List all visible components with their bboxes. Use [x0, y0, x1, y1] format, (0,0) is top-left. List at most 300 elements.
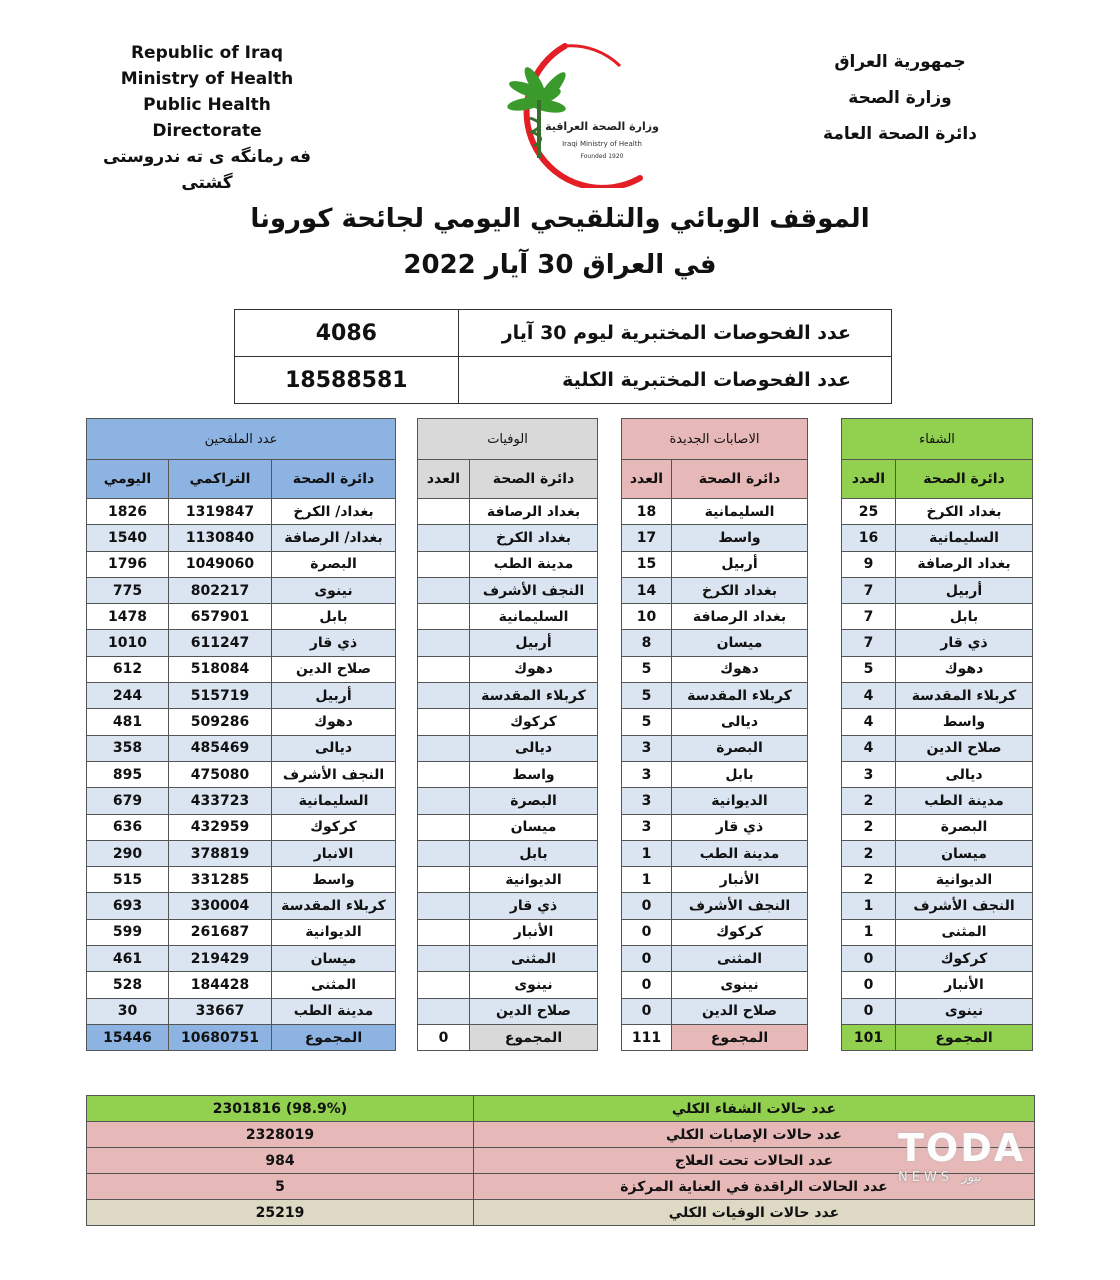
summary-row [87, 1096, 1035, 1122]
column-gap [598, 709, 622, 735]
column-gap [396, 867, 418, 893]
column-gap [808, 499, 842, 525]
recovery-directorate-cell: دهوك [896, 656, 1033, 682]
death-directorate-cell: ميسان [470, 814, 598, 840]
col-count-header: العدد [622, 460, 672, 499]
recovery-count-cell: 3 [842, 761, 896, 787]
death-count-cell [418, 867, 470, 893]
column-gap [396, 630, 418, 656]
column-gap [598, 867, 622, 893]
death-directorate-cell: واسط [470, 761, 598, 787]
death-directorate-cell: نينوى [470, 972, 598, 998]
death-directorate-cell: ذي قار [470, 893, 598, 919]
column-gap [396, 709, 418, 735]
vac-daily-cell: 775 [87, 577, 169, 603]
daily-tests-label: عدد الفحوصات المختبرية ليوم 30 آيار [458, 310, 891, 357]
new-count-cell: 8 [622, 630, 672, 656]
table-row [87, 709, 1033, 735]
column-gap [808, 814, 842, 840]
table-row [87, 998, 1033, 1024]
column-gap [598, 630, 622, 656]
death-count-cell [418, 893, 470, 919]
column-gap [396, 893, 418, 919]
recovery-directorate-cell: بغداد الكرخ [896, 499, 1033, 525]
col-count-header: العدد [842, 460, 896, 499]
new-count-cell: 0 [622, 972, 672, 998]
death-count-cell [418, 630, 470, 656]
new-count-cell: 0 [622, 893, 672, 919]
recovery-directorate-cell: واسط [896, 709, 1033, 735]
vac-cumulative-cell: 432959 [169, 814, 272, 840]
vac-daily-cell: 1826 [87, 499, 169, 525]
total-label: المجموع [896, 1024, 1033, 1050]
header-en-line: Public Health Directorate [143, 95, 271, 141]
new-directorate-cell: أربيل [672, 551, 808, 577]
recovery-count-cell: 0 [842, 998, 896, 1024]
vac-cumulative-cell: 611247 [169, 630, 272, 656]
summary-value: 25219 [87, 1200, 474, 1226]
vac-directorate-cell: ميسان [272, 946, 396, 972]
daily-tests-value: 4086 [235, 310, 459, 357]
new-count-cell: 5 [622, 656, 672, 682]
summary-value: 2301816 (98.9%) [87, 1096, 474, 1122]
column-gap [598, 946, 622, 972]
vac-daily-cell: 358 [87, 735, 169, 761]
table-row [87, 814, 1033, 840]
header-en-line: Republic of Iraq [130, 43, 284, 63]
summary-label: عدد الحالات الراقدة في العناية المركزة [474, 1174, 1035, 1200]
vac-daily-cell: 599 [87, 919, 169, 945]
toda-news-watermark [898, 1126, 1038, 1206]
vac-directorate-cell: النجف الأشرف [272, 761, 396, 787]
column-gap [598, 656, 622, 682]
recovery-count-cell: 0 [842, 946, 896, 972]
death-count-cell [418, 788, 470, 814]
lab-tests-table [234, 309, 892, 404]
vac-directorate-cell: الانبار [272, 840, 396, 866]
column-gap [808, 788, 842, 814]
column-gap [396, 525, 418, 551]
column-gap [396, 998, 418, 1024]
column-gap [808, 656, 842, 682]
new-directorate-cell: السليمانية [672, 499, 808, 525]
column-gap [808, 577, 842, 603]
header-english [92, 40, 322, 196]
page-title [180, 196, 940, 288]
col-count-header: العدد [418, 460, 470, 499]
recovery-count-cell: 5 [842, 656, 896, 682]
column-gap [598, 919, 622, 945]
vac-cumulative-cell: 657901 [169, 604, 272, 630]
column-gap [598, 788, 622, 814]
death-directorate-cell: المثنى [470, 946, 598, 972]
death-count-cell [418, 577, 470, 603]
recovery-directorate-cell: النجف الأشرف [896, 893, 1033, 919]
column-gap [396, 840, 418, 866]
recovery-directorate-cell: الأنبار [896, 972, 1033, 998]
death-count-cell [418, 998, 470, 1024]
new-count-cell: 18 [622, 499, 672, 525]
table-row [87, 656, 1033, 682]
recovery-count-cell: 0 [842, 972, 896, 998]
table-row [87, 761, 1033, 787]
death-count-cell [418, 735, 470, 761]
col-directorate-header: دائرة الصحة [272, 460, 396, 499]
vac-daily-cell: 693 [87, 893, 169, 919]
vac-daily-cell: 30 [87, 998, 169, 1024]
death-count-cell [418, 761, 470, 787]
vac-cumulative-cell: 330004 [169, 893, 272, 919]
ministry-logo [470, 38, 670, 188]
death-directorate-cell: صلاح الدين [470, 998, 598, 1024]
death-directorate-cell: الأنبار [470, 919, 598, 945]
column-gap [808, 972, 842, 998]
recovery-count-cell: 1 [842, 893, 896, 919]
vac-cumulative-cell: 1130840 [169, 525, 272, 551]
vac-directorate-cell: صلاح الدين [272, 656, 396, 682]
recovery-count-cell: 4 [842, 709, 896, 735]
death-count-cell [418, 709, 470, 735]
logo-founded-text: Founded 1920 [580, 153, 624, 160]
new-count-cell: 0 [622, 919, 672, 945]
summary-label: عدد حالات الشفاء الكلي [474, 1096, 1035, 1122]
column-gap [396, 788, 418, 814]
vac-daily-cell: 895 [87, 761, 169, 787]
recovery-section-header: الشفاء [842, 419, 1033, 460]
recovery-count-cell: 2 [842, 788, 896, 814]
recovery-count-cell: 7 [842, 604, 896, 630]
column-gap [598, 525, 622, 551]
summary-value: 984 [87, 1148, 474, 1174]
table-row [87, 499, 1033, 525]
death-count-cell [418, 551, 470, 577]
col-daily-header: اليومي [87, 460, 169, 499]
recovery-directorate-cell: كربلاء المقدسة [896, 683, 1033, 709]
table-row [87, 735, 1033, 761]
vac-cumulative-cell: 485469 [169, 735, 272, 761]
vac-directorate-cell: بابل [272, 604, 396, 630]
death-count-cell [418, 656, 470, 682]
vac-daily-cell: 1540 [87, 525, 169, 551]
total-vac-cumulative: 10680751 [169, 1024, 272, 1050]
header-ar-line: دائرة الصحة العامة [823, 124, 977, 144]
recovery-directorate-cell: الديوانية [896, 867, 1033, 893]
new-directorate-cell: البصرة [672, 735, 808, 761]
table-row [87, 840, 1033, 866]
logo-english-text: Iraqi Ministry of Health [562, 140, 642, 148]
recovery-count-cell: 4 [842, 683, 896, 709]
death-count-cell [418, 919, 470, 945]
table-row [87, 683, 1033, 709]
death-directorate-cell: ديالى [470, 735, 598, 761]
recovery-directorate-cell: أربيل [896, 577, 1033, 603]
death-directorate-cell: كركوك [470, 709, 598, 735]
header-kurdish-line: فه رمانگه ى ته ندروستى گشتى [102, 147, 312, 193]
vac-daily-cell: 1010 [87, 630, 169, 656]
header-ar-line: جمهورية العراق [834, 52, 966, 72]
recovery-count-cell: 7 [842, 577, 896, 603]
summary-table [86, 1095, 1035, 1226]
column-gap [808, 551, 842, 577]
column-gap [808, 735, 842, 761]
col-directorate-header: دائرة الصحة [470, 460, 598, 499]
recovery-directorate-cell: بغداد الرصافة [896, 551, 1033, 577]
table-row [87, 946, 1033, 972]
column-gap [808, 919, 842, 945]
vac-cumulative-cell: 1049060 [169, 551, 272, 577]
new-count-cell: 3 [622, 788, 672, 814]
vac-directorate-cell: كربلاء المقدسة [272, 893, 396, 919]
new-directorate-cell: نينوى [672, 972, 808, 998]
table-row [87, 972, 1033, 998]
death-directorate-cell: بابل [470, 840, 598, 866]
column-gap [396, 735, 418, 761]
new-count-cell: 1 [622, 867, 672, 893]
new-directorate-cell: ديالى [672, 709, 808, 735]
vac-directorate-cell: نينوى [272, 577, 396, 603]
vac-daily-cell: 636 [87, 814, 169, 840]
vac-directorate-cell: المثنى [272, 972, 396, 998]
column-gap [396, 604, 418, 630]
summary-value: 5 [87, 1174, 474, 1200]
new-directorate-cell: دهوك [672, 656, 808, 682]
column-gap [396, 761, 418, 787]
vac-daily-cell: 679 [87, 788, 169, 814]
total-new-cases: 111 [622, 1024, 672, 1050]
vac-cumulative-cell: 802217 [169, 577, 272, 603]
recovery-count-cell: 2 [842, 814, 896, 840]
recovery-directorate-cell: نينوى [896, 998, 1033, 1024]
header-arabic [800, 44, 1000, 152]
header-en-line: Ministry of Health [120, 69, 294, 89]
table-row [87, 525, 1033, 551]
new-directorate-cell: الأنبار [672, 867, 808, 893]
column-gap [808, 604, 842, 630]
total-recovery: 101 [842, 1024, 896, 1050]
death-count-cell [418, 814, 470, 840]
watermark-news: NEWS [898, 1170, 954, 1185]
new-count-cell: 10 [622, 604, 672, 630]
vac-cumulative-cell: 331285 [169, 867, 272, 893]
total-vac-daily: 15446 [87, 1024, 169, 1050]
vac-cumulative-cell: 33667 [169, 998, 272, 1024]
recovery-directorate-cell: مدينة الطب [896, 788, 1033, 814]
new-directorate-cell: صلاح الدين [672, 998, 808, 1024]
column-gap [598, 761, 622, 787]
column-gap [808, 761, 842, 787]
table-row [87, 630, 1033, 656]
column-gap [396, 946, 418, 972]
column-gap [598, 840, 622, 866]
vac-cumulative-cell: 509286 [169, 709, 272, 735]
column-gap [598, 735, 622, 761]
recovery-directorate-cell: صلاح الدين [896, 735, 1033, 761]
new-directorate-cell: مدينة الطب [672, 840, 808, 866]
column-gap [598, 499, 622, 525]
column-gap [598, 604, 622, 630]
column-gap [598, 814, 622, 840]
recovery-directorate-cell: ميسان [896, 840, 1033, 866]
death-count-cell [418, 604, 470, 630]
new-directorate-cell: ميسان [672, 630, 808, 656]
column-gap [808, 683, 842, 709]
recovery-count-cell: 7 [842, 630, 896, 656]
new-count-cell: 0 [622, 998, 672, 1024]
section-header-row [87, 419, 1033, 460]
column-gap [396, 972, 418, 998]
vac-directorate-cell: بغداد/ الرصافة [272, 525, 396, 551]
total-label: المجموع [470, 1024, 598, 1050]
ministry-logo-graphic [470, 38, 670, 188]
recovery-directorate-cell: بابل [896, 604, 1033, 630]
vac-daily-cell: 1796 [87, 551, 169, 577]
vac-cumulative-cell: 184428 [169, 972, 272, 998]
vac-directorate-cell: بغداد/ الكرخ [272, 499, 396, 525]
column-header-row [87, 460, 1033, 499]
vac-directorate-cell: السليمانية [272, 788, 396, 814]
death-count-cell [418, 946, 470, 972]
logo-arabic-text: وزارة الصحة العراقية [545, 120, 659, 133]
vaccinated-section-header: عدد الملقحين [87, 419, 396, 460]
summary-row [87, 1174, 1035, 1200]
total-tests-row [235, 357, 892, 404]
new-count-cell: 15 [622, 551, 672, 577]
table-row [87, 919, 1033, 945]
death-directorate-cell: مدينة الطب [470, 551, 598, 577]
table-body [87, 499, 1033, 1025]
column-gap [808, 867, 842, 893]
summary-value: 2328019 [87, 1122, 474, 1148]
vac-daily-cell: 481 [87, 709, 169, 735]
column-gap [808, 893, 842, 919]
new-count-cell: 1 [622, 840, 672, 866]
vac-directorate-cell: دهوك [272, 709, 396, 735]
column-gap [808, 998, 842, 1024]
recovery-directorate-cell: ذي قار [896, 630, 1033, 656]
watermark-logo-text: TODA [898, 1126, 1026, 1170]
recovery-count-cell: 25 [842, 499, 896, 525]
recovery-count-cell: 2 [842, 867, 896, 893]
death-count-cell [418, 683, 470, 709]
column-gap [808, 946, 842, 972]
column-gap [396, 683, 418, 709]
col-directorate-header: دائرة الصحة [672, 460, 808, 499]
vac-cumulative-cell: 515719 [169, 683, 272, 709]
death-directorate-cell: بغداد الرصافة [470, 499, 598, 525]
death-directorate-cell: بغداد الكرخ [470, 525, 598, 551]
column-gap [396, 577, 418, 603]
new-directorate-cell: المثنى [672, 946, 808, 972]
vac-cumulative-cell: 378819 [169, 840, 272, 866]
table-row [87, 604, 1033, 630]
table-row [87, 551, 1033, 577]
vac-daily-cell: 244 [87, 683, 169, 709]
new-directorate-cell: النجف الأشرف [672, 893, 808, 919]
col-cumulative-header: التراكمي [169, 460, 272, 499]
new-directorate-cell: بابل [672, 761, 808, 787]
recovery-count-cell: 9 [842, 551, 896, 577]
vac-daily-cell: 290 [87, 840, 169, 866]
directorate-table [86, 418, 1033, 1051]
table-row [87, 788, 1033, 814]
vac-directorate-cell: كركوك [272, 814, 396, 840]
new-count-cell: 17 [622, 525, 672, 551]
new-count-cell: 3 [622, 735, 672, 761]
watermark-sub [898, 1170, 1038, 1185]
column-gap [598, 972, 622, 998]
new-cases-section-header: الاصابات الجديدة [622, 419, 808, 460]
recovery-directorate-cell: المثنى [896, 919, 1033, 945]
column-gap [598, 893, 622, 919]
total-tests-value: 18588581 [235, 357, 459, 404]
vac-directorate-cell: مدينة الطب [272, 998, 396, 1024]
vac-directorate-cell: ذي قار [272, 630, 396, 656]
column-gap [396, 814, 418, 840]
new-count-cell: 3 [622, 814, 672, 840]
new-count-cell: 3 [622, 761, 672, 787]
vac-directorate-cell: واسط [272, 867, 396, 893]
column-gap [598, 998, 622, 1024]
col-directorate-header: دائرة الصحة [896, 460, 1033, 499]
column-gap [598, 683, 622, 709]
death-count-cell [418, 840, 470, 866]
column-gap [808, 840, 842, 866]
new-count-cell: 0 [622, 946, 672, 972]
deaths-section-header: الوفيات [418, 419, 598, 460]
table-row [87, 867, 1033, 893]
title-line-1: الموقف الوبائي والتلقيحي اليومي لجائحة كورونا [250, 204, 870, 234]
death-directorate-cell: البصرة [470, 788, 598, 814]
recovery-directorate-cell: كركوك [896, 946, 1033, 972]
vac-directorate-cell: الديوانية [272, 919, 396, 945]
vac-cumulative-cell: 518084 [169, 656, 272, 682]
death-directorate-cell: أربيل [470, 630, 598, 656]
vac-cumulative-cell: 261687 [169, 919, 272, 945]
new-directorate-cell: بغداد الرصافة [672, 604, 808, 630]
new-directorate-cell: كركوك [672, 919, 808, 945]
new-directorate-cell: ذي قار [672, 814, 808, 840]
column-gap [396, 499, 418, 525]
summary-label: عدد حالات الإصابات الكلي [474, 1122, 1035, 1148]
summary-row [87, 1122, 1035, 1148]
summary-row [87, 1148, 1035, 1174]
total-label: المجموع [672, 1024, 808, 1050]
summary-label: عدد حالات الوفيات الكلي [474, 1200, 1035, 1226]
new-directorate-cell: واسط [672, 525, 808, 551]
column-gap [396, 656, 418, 682]
death-directorate-cell: السليمانية [470, 604, 598, 630]
new-count-cell: 5 [622, 683, 672, 709]
vac-daily-cell: 461 [87, 946, 169, 972]
vac-daily-cell: 528 [87, 972, 169, 998]
recovery-count-cell: 4 [842, 735, 896, 761]
column-gap [808, 630, 842, 656]
recovery-directorate-cell: السليمانية [896, 525, 1033, 551]
vac-directorate-cell: أربيل [272, 683, 396, 709]
vac-daily-cell: 612 [87, 656, 169, 682]
recovery-directorate-cell: ديالى [896, 761, 1033, 787]
total-tests-label: عدد الفحوصات المختبرية الكلية [458, 357, 891, 404]
column-gap [598, 551, 622, 577]
death-directorate-cell: النجف الأشرف [470, 577, 598, 603]
vac-cumulative-cell: 433723 [169, 788, 272, 814]
new-directorate-cell: كربلاء المقدسة [672, 683, 808, 709]
new-directorate-cell: بغداد الكرخ [672, 577, 808, 603]
recovery-count-cell: 16 [842, 525, 896, 551]
summary-label: عدد الحالات تحت العلاج [474, 1148, 1035, 1174]
column-gap [808, 709, 842, 735]
total-label: المجموع [272, 1024, 396, 1050]
